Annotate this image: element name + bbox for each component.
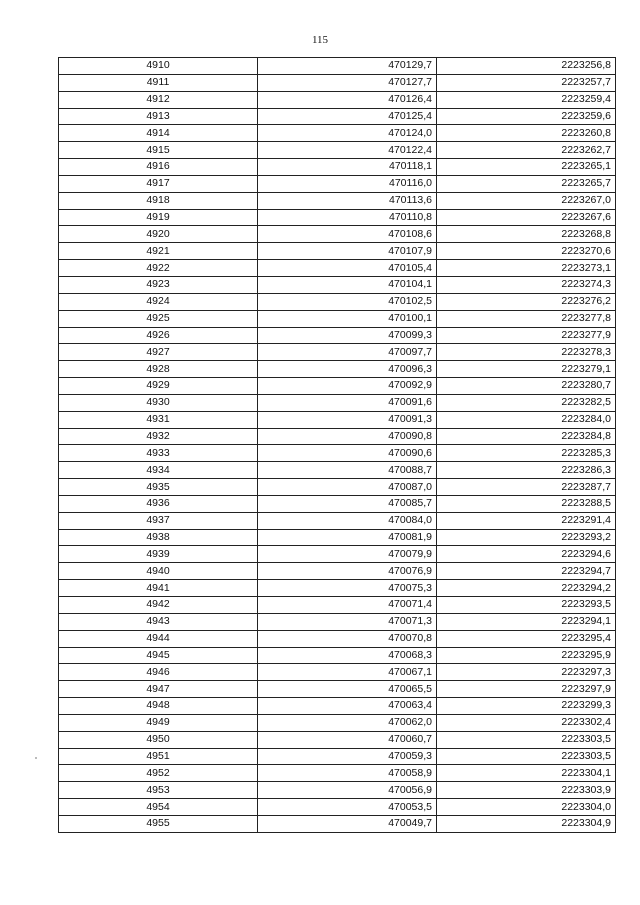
y-coordinate-cell: 2223256,8 (437, 58, 616, 75)
y-coordinate-cell: 2223303,5 (437, 748, 616, 765)
point-number-cell: 4912 (59, 91, 258, 108)
x-coordinate-cell: 470085,7 (258, 495, 437, 512)
point-number-cell: 4939 (59, 546, 258, 563)
point-number-cell: 4938 (59, 529, 258, 546)
y-coordinate-cell: 2223270,6 (437, 243, 616, 260)
point-number-cell: 4933 (59, 445, 258, 462)
x-coordinate-cell: 470090,8 (258, 428, 437, 445)
x-coordinate-cell: 470104,1 (258, 276, 437, 293)
table-row (59, 293, 616, 310)
coordinates-table-body (59, 58, 616, 833)
point-number-cell: 4925 (59, 310, 258, 327)
y-coordinate-cell: 2223277,9 (437, 327, 616, 344)
point-number-cell: 4934 (59, 462, 258, 479)
y-coordinate-cell: 2223297,3 (437, 664, 616, 681)
x-coordinate-cell: 470116,0 (258, 175, 437, 192)
point-number-cell: 4955 (59, 815, 258, 832)
y-coordinate-cell: 2223278,3 (437, 344, 616, 361)
point-number-cell: 4943 (59, 613, 258, 630)
x-coordinate-cell: 470059,3 (258, 748, 437, 765)
y-coordinate-cell: 2223294,2 (437, 580, 616, 597)
table-row (59, 529, 616, 546)
table-row (59, 445, 616, 462)
point-number-cell: 4930 (59, 394, 258, 411)
y-coordinate-cell: 2223303,5 (437, 731, 616, 748)
table-row (59, 142, 616, 159)
y-coordinate-cell: 2223273,1 (437, 260, 616, 277)
table-row (59, 361, 616, 378)
table-row (59, 512, 616, 529)
x-coordinate-cell: 470102,5 (258, 293, 437, 310)
point-number-cell: 4937 (59, 512, 258, 529)
table-row (59, 108, 616, 125)
table-row (59, 580, 616, 597)
table-row (59, 479, 616, 496)
coordinates-table (58, 57, 616, 833)
table-row (59, 664, 616, 681)
x-coordinate-cell: 470105,4 (258, 260, 437, 277)
x-coordinate-cell: 470090,6 (258, 445, 437, 462)
table-row (59, 91, 616, 108)
table-row (59, 276, 616, 293)
x-coordinate-cell: 470067,1 (258, 664, 437, 681)
table-row (59, 394, 616, 411)
x-coordinate-cell: 470127,7 (258, 74, 437, 91)
y-coordinate-cell: 2223294,6 (437, 546, 616, 563)
x-coordinate-cell: 470113,6 (258, 192, 437, 209)
x-coordinate-cell: 470081,9 (258, 529, 437, 546)
y-coordinate-cell: 2223257,7 (437, 74, 616, 91)
x-coordinate-cell: 470049,7 (258, 815, 437, 832)
y-coordinate-cell: 2223259,6 (437, 108, 616, 125)
y-coordinate-cell: 2223294,7 (437, 563, 616, 580)
y-coordinate-cell: 2223304,1 (437, 765, 616, 782)
point-number-cell: 4924 (59, 293, 258, 310)
table-row (59, 175, 616, 192)
x-coordinate-cell: 470070,8 (258, 630, 437, 647)
y-coordinate-cell: 2223276,2 (437, 293, 616, 310)
x-coordinate-cell: 470091,6 (258, 394, 437, 411)
table-row (59, 681, 616, 698)
x-coordinate-cell: 470065,5 (258, 681, 437, 698)
x-coordinate-cell: 470122,4 (258, 142, 437, 159)
x-coordinate-cell: 470107,9 (258, 243, 437, 260)
point-number-cell: 4916 (59, 159, 258, 176)
point-number-cell: 4950 (59, 731, 258, 748)
point-number-cell: 4911 (59, 74, 258, 91)
x-coordinate-cell: 470088,7 (258, 462, 437, 479)
y-coordinate-cell: 2223262,7 (437, 142, 616, 159)
y-coordinate-cell: 2223284,0 (437, 411, 616, 428)
table-row (59, 192, 616, 209)
y-coordinate-cell: 2223265,7 (437, 175, 616, 192)
x-coordinate-cell: 470096,3 (258, 361, 437, 378)
point-number-cell: 4948 (59, 698, 258, 715)
y-coordinate-cell: 2223274,3 (437, 276, 616, 293)
point-number-cell: 4913 (59, 108, 258, 125)
point-number-cell: 4928 (59, 361, 258, 378)
x-coordinate-cell: 470056,9 (258, 782, 437, 799)
x-coordinate-cell: 470126,4 (258, 91, 437, 108)
table-row (59, 563, 616, 580)
y-coordinate-cell: 2223293,2 (437, 529, 616, 546)
table-row (59, 378, 616, 395)
table-row (59, 260, 616, 277)
table-row (59, 698, 616, 715)
y-coordinate-cell: 2223285,3 (437, 445, 616, 462)
point-number-cell: 4918 (59, 192, 258, 209)
table-row (59, 630, 616, 647)
x-coordinate-cell: 470092,9 (258, 378, 437, 395)
point-number-cell: 4946 (59, 664, 258, 681)
x-coordinate-cell: 470125,4 (258, 108, 437, 125)
x-coordinate-cell: 470063,4 (258, 698, 437, 715)
x-coordinate-cell: 470110,8 (258, 209, 437, 226)
table-row (59, 226, 616, 243)
table-row (59, 815, 616, 832)
point-number-cell: 4941 (59, 580, 258, 597)
y-coordinate-cell: 2223267,6 (437, 209, 616, 226)
point-number-cell: 4915 (59, 142, 258, 159)
table-row (59, 159, 616, 176)
point-number-cell: 4919 (59, 209, 258, 226)
point-number-cell: 4936 (59, 495, 258, 512)
table-row (59, 765, 616, 782)
x-coordinate-cell: 470076,9 (258, 563, 437, 580)
point-number-cell: 4953 (59, 782, 258, 799)
table-row (59, 74, 616, 91)
table-row (59, 428, 616, 445)
x-coordinate-cell: 470084,0 (258, 512, 437, 529)
point-number-cell: 4940 (59, 563, 258, 580)
y-coordinate-cell: 2223280,7 (437, 378, 616, 395)
point-number-cell: 4921 (59, 243, 258, 260)
x-coordinate-cell: 470097,7 (258, 344, 437, 361)
y-coordinate-cell: 2223259,4 (437, 91, 616, 108)
point-number-cell: 4947 (59, 681, 258, 698)
table-row (59, 411, 616, 428)
x-coordinate-cell: 470075,3 (258, 580, 437, 597)
table-row (59, 613, 616, 630)
table-row (59, 731, 616, 748)
point-number-cell: 4945 (59, 647, 258, 664)
point-number-cell: 4942 (59, 597, 258, 614)
y-coordinate-cell: 2223291,4 (437, 512, 616, 529)
point-number-cell: 4952 (59, 765, 258, 782)
x-coordinate-cell: 470118,1 (258, 159, 437, 176)
table-row (59, 327, 616, 344)
y-coordinate-cell: 2223268,8 (437, 226, 616, 243)
y-coordinate-cell: 2223282,5 (437, 394, 616, 411)
x-coordinate-cell: 470068,3 (258, 647, 437, 664)
y-coordinate-cell: 2223294,1 (437, 613, 616, 630)
table-row (59, 310, 616, 327)
table-row (59, 748, 616, 765)
x-coordinate-cell: 470091,3 (258, 411, 437, 428)
y-coordinate-cell: 2223299,3 (437, 698, 616, 715)
y-coordinate-cell: 2223260,8 (437, 125, 616, 142)
x-coordinate-cell: 470099,3 (258, 327, 437, 344)
y-coordinate-cell: 2223267,0 (437, 192, 616, 209)
point-number-cell: 4949 (59, 714, 258, 731)
table-row (59, 647, 616, 664)
x-coordinate-cell: 470058,9 (258, 765, 437, 782)
x-coordinate-cell: 470100,1 (258, 310, 437, 327)
table-row (59, 546, 616, 563)
x-coordinate-cell: 470124,0 (258, 125, 437, 142)
table-row (59, 714, 616, 731)
point-number-cell: 4920 (59, 226, 258, 243)
x-coordinate-cell: 470053,5 (258, 799, 437, 816)
y-coordinate-cell: 2223297,9 (437, 681, 616, 698)
y-coordinate-cell: 2223284,8 (437, 428, 616, 445)
y-coordinate-cell: 2223295,9 (437, 647, 616, 664)
y-coordinate-cell: 2223295,4 (437, 630, 616, 647)
y-coordinate-cell: 2223279,1 (437, 361, 616, 378)
point-number-cell: 4935 (59, 479, 258, 496)
y-coordinate-cell: 2223265,1 (437, 159, 616, 176)
point-number-cell: 4917 (59, 175, 258, 192)
table-row (59, 243, 616, 260)
table-row (59, 799, 616, 816)
table-row (59, 209, 616, 226)
table-row (59, 58, 616, 75)
table-row (59, 344, 616, 361)
table-row (59, 125, 616, 142)
table-row (59, 495, 616, 512)
x-coordinate-cell: 470071,4 (258, 597, 437, 614)
point-number-cell: 4927 (59, 344, 258, 361)
point-number-cell: 4910 (59, 58, 258, 75)
x-coordinate-cell: 470060,7 (258, 731, 437, 748)
point-number-cell: 4954 (59, 799, 258, 816)
x-coordinate-cell: 470062,0 (258, 714, 437, 731)
point-number-cell: 4923 (59, 276, 258, 293)
x-coordinate-cell: 470129,7 (258, 58, 437, 75)
x-coordinate-cell: 470079,9 (258, 546, 437, 563)
y-coordinate-cell: 2223304,9 (437, 815, 616, 832)
table-row (59, 462, 616, 479)
point-number-cell: 4914 (59, 125, 258, 142)
point-number-cell: 4926 (59, 327, 258, 344)
point-number-cell: 4929 (59, 378, 258, 395)
y-coordinate-cell: 2223303,9 (437, 782, 616, 799)
point-number-cell: 4932 (59, 428, 258, 445)
point-number-cell: 4931 (59, 411, 258, 428)
y-coordinate-cell: 2223287,7 (437, 479, 616, 496)
y-coordinate-cell: 2223277,8 (437, 310, 616, 327)
y-coordinate-cell: 2223286,3 (437, 462, 616, 479)
point-number-cell: 4944 (59, 630, 258, 647)
x-coordinate-cell: 470087,0 (258, 479, 437, 496)
y-coordinate-cell: 2223304,0 (437, 799, 616, 816)
x-coordinate-cell: 470071,3 (258, 613, 437, 630)
y-coordinate-cell: 2223288,5 (437, 495, 616, 512)
point-number-cell: 4951 (59, 748, 258, 765)
table-row (59, 597, 616, 614)
y-coordinate-cell: 2223302,4 (437, 714, 616, 731)
y-coordinate-cell: 2223293,5 (437, 597, 616, 614)
page-number: 115 (311, 34, 329, 46)
scan-mark (35, 757, 37, 759)
point-number-cell: 4922 (59, 260, 258, 277)
x-coordinate-cell: 470108,6 (258, 226, 437, 243)
table-row (59, 782, 616, 799)
